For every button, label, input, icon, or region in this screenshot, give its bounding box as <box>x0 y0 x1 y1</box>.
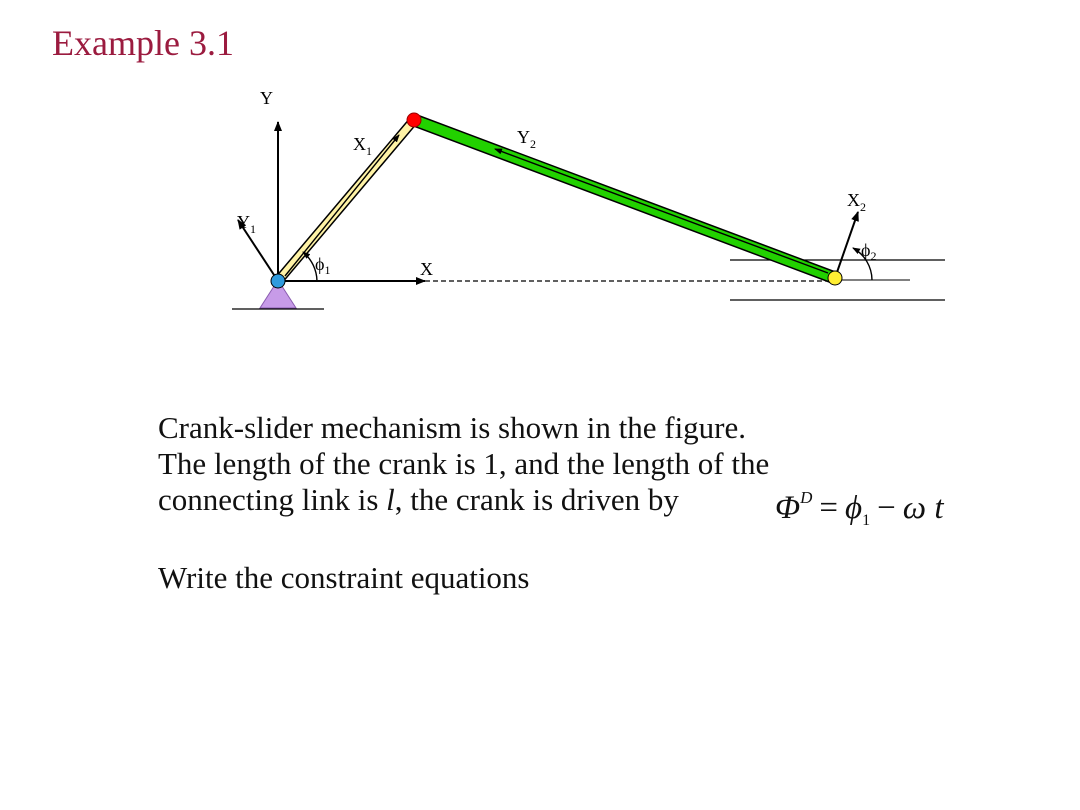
eq-minus: − <box>877 490 896 526</box>
pin-ground <box>271 274 285 288</box>
line3-part-b: , the crank is driven by <box>394 482 679 517</box>
length-symbol-l: l <box>386 482 395 517</box>
label-phi1: $\phi_1$ <box>315 254 331 277</box>
x1-axis <box>285 135 399 276</box>
description-line-1: Crank-slider mechanism is shown in the figure. <box>158 410 747 445</box>
instruction-line: Write the constraint equations <box>158 560 530 595</box>
y2-axis <box>495 149 828 273</box>
label-x1: $X_1$ <box>353 134 372 158</box>
description-line-2: The length of the crank is 1, and the length of the <box>158 446 770 481</box>
pin-slider <box>828 271 842 285</box>
eq-omega: ω <box>902 490 927 526</box>
line3-part-a: connecting link is <box>158 482 387 517</box>
connecting-link-fill <box>414 120 835 278</box>
mechanism-diagram <box>0 0 1080 360</box>
label-x: X <box>420 259 433 279</box>
eq-equals: = <box>819 490 839 526</box>
description-line-3 <box>158 482 679 518</box>
eq-subscript-1: 1 <box>862 512 871 529</box>
x2-axis <box>835 212 858 278</box>
label-phi2: $\phi_2$ <box>861 240 877 263</box>
eq-phi-upper: Φ <box>775 490 801 526</box>
label-x2: $X_2$ <box>847 190 866 214</box>
slide-title: Example 3.1 <box>52 23 234 63</box>
label-y1: $Y_1$ <box>237 212 256 236</box>
eq-t: t <box>934 490 944 526</box>
label-y2: $Y_2$ <box>517 127 536 151</box>
label-y: Y <box>260 88 273 108</box>
eq-phi: ϕ <box>845 490 863 526</box>
pin-crank-coupler <box>407 113 421 127</box>
eq-superscript-d: D <box>800 488 813 507</box>
driver-equation <box>775 488 943 530</box>
